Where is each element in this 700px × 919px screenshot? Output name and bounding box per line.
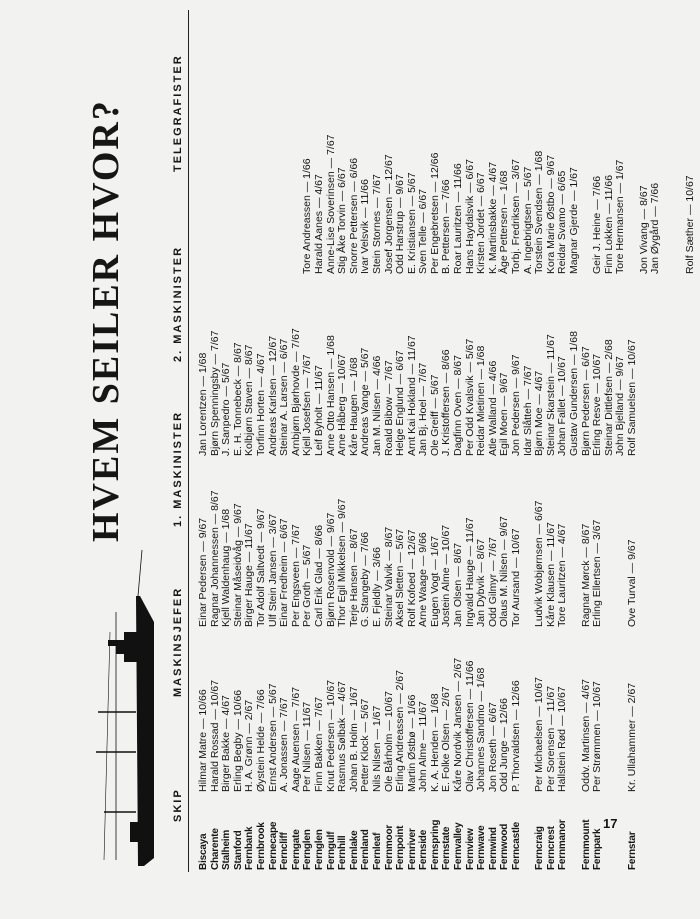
crew-entry: Stig Åke Torvin — 6/67 <box>336 167 349 274</box>
rotated-page <box>76 10 696 872</box>
ship-name: Fernbrook <box>255 822 267 870</box>
crew-entry: Jostein Alme — 10/67 <box>440 524 453 627</box>
ship-name: Ferngulf <box>325 831 337 870</box>
ship-name: Fernpoint <box>395 825 407 870</box>
crew-entry: Josef Jorgensen — 12/67 <box>382 154 395 274</box>
crew-entry: Arne Håberg — 10/67 <box>336 353 349 456</box>
crew-entry: Torstein Svendsen — 1/68 <box>533 150 546 274</box>
crew-entry: Gustav Gundersen — 1/68 <box>568 331 580 456</box>
spacer <box>210 135 222 275</box>
crew-entry: Olaus M. Nilsen — 9/67 <box>498 516 511 627</box>
crew-entry: Tore Hermansen — 1/67 <box>614 159 627 274</box>
header-telegrafister: TELEGRAFISTER <box>172 54 184 172</box>
crew-entry: Ingvald Hauge — 11/67 <box>463 517 476 627</box>
crew-entry: Erling Resve — 10/67 <box>591 353 604 456</box>
spacer <box>604 658 616 792</box>
column-skip <box>198 820 639 870</box>
crew-entry: Odd Gilmyr — 7/67 <box>486 537 499 627</box>
crew-entry: Arne Waage — 9/66 <box>417 532 430 627</box>
crew-entry: Hilmar Matre — 10/66 <box>197 689 209 792</box>
crew-entry: Per Michaelsen — 10/67 <box>533 677 546 792</box>
crew-entry: Egil Moen — 9/67 <box>498 372 511 456</box>
crew-entry: B. Pettersen — 7/66 <box>440 179 453 274</box>
crew-entry: Erling Begby — 10/66 <box>231 689 244 792</box>
crew-entry: Jan Bj. Hoel — 7/67 <box>417 362 430 456</box>
crew-entry: Jon Pedersen — 9/67 <box>510 354 523 456</box>
crew-entry: J. Sanpedro — 5/67 <box>220 362 233 456</box>
column-maskinsjefer <box>198 658 639 792</box>
crew-entry: Ole Greiff — 5/67 <box>428 374 441 456</box>
crew-entry: Rasmus Sølbak — 4/67 <box>336 681 349 792</box>
crew-entry: Jan M. Nilsen — 4/66 <box>370 355 383 456</box>
spacer <box>198 135 210 275</box>
crew-entry: Bjørn Rosenvold — 9/67 <box>324 512 337 627</box>
crew-entry: Steinar A. Larsen — 6/67 <box>278 338 291 456</box>
header-maskinsjefer: MASKINSJEFER <box>172 586 184 697</box>
crew-entry: Bjørn Pedersen — 6/67 <box>579 346 592 456</box>
crew-entry: Kora Marie Østbo — 9/67 <box>544 154 557 274</box>
crew-entry: Steinar Dittlefsen — 2/68 <box>602 339 615 456</box>
crew-entry: Torfinn Horten — 4/67 <box>254 353 267 456</box>
crew-entry: G. Stangeby — 7/66 <box>359 531 372 627</box>
crew-entry: Nils Nilsen — 1/67 <box>370 705 383 792</box>
crew-entry: Erling Andreassen — 2/67 <box>394 670 407 792</box>
crew-entry: Odd Junge — 12/66 <box>498 698 511 792</box>
ship-name: Fernwind <box>487 827 499 870</box>
crew-entry: Tor Adolf Saltvedt — 9/67 <box>254 508 267 627</box>
crew-entry: K. Martinsbakke — 4/67 <box>486 161 499 274</box>
crew-entry: Reidar Mietinen — 1/68 <box>475 345 488 456</box>
crew-entry: Tore Lauritzen — 4/67 <box>556 523 569 627</box>
crew-entry: Johan B. Holm — 1/67 <box>347 686 360 792</box>
spacer <box>604 490 616 627</box>
crew-entry: Andreas Vange — 5/67 <box>359 347 372 456</box>
spacer <box>244 135 256 275</box>
ship-name: Fernwave <box>476 825 488 870</box>
ship-name: Ferncastle <box>511 821 523 870</box>
crew-entry: Snorre Pettersen — 6/66 <box>347 157 360 274</box>
ship-name: Fernriver <box>406 828 418 870</box>
crew-entry: Harald Rossad — 10/67 <box>208 679 221 792</box>
crew-entry: Thor Egil Mikkelsen — 9/67 <box>336 498 349 627</box>
crew-entry: Per Strømmen — 10/67 <box>591 681 604 792</box>
ship-name: Fernhill <box>337 835 349 870</box>
ship-name: Fernland <box>360 829 372 870</box>
spacer <box>279 135 291 275</box>
crew-entry: Åge Pettersen — 1/68 <box>498 170 511 274</box>
crew-entry: E. Folke Olsen — 2/67 <box>440 686 453 792</box>
crew-entry: Aage Auensen — 7/67 <box>289 686 302 792</box>
crew-entry: Steinar Skarstein — 11/67 <box>544 334 557 456</box>
column-maskinister-1 <box>198 490 639 627</box>
crew-entry: Kåre Haugen — 1/68 <box>347 357 360 456</box>
header-maskinister-1: 1. MASKINISTER <box>172 410 184 527</box>
spacer <box>221 135 233 275</box>
crew-entry: Aksel Sletten — 5/67 <box>394 528 407 627</box>
crew-entry: Hallstein Rød — 10/67 <box>556 686 569 792</box>
crew-entry: Erling Ellertsen — 3/67 <box>591 519 604 627</box>
crew-entry: Odd Harstrup — 9/67 <box>394 174 407 274</box>
crew-entry: Atle Walland — 4/66 <box>486 360 499 456</box>
crew-entry: Bjørn Moe — 4/67 <box>533 370 546 456</box>
crew-entry: P. Thorvaldsen — 12/66 <box>510 680 523 792</box>
spacer <box>256 135 268 275</box>
ship-name: Biscaya <box>198 833 209 870</box>
crew-entry: John Alme — 11/67 <box>417 701 430 792</box>
ship-name: Fernbank <box>244 826 256 870</box>
crew-entry: E. Fjeldly — 3/66 <box>370 547 383 627</box>
spacer <box>627 135 639 275</box>
crew-entry: Torbj. Fredriksen — 3/67 <box>510 159 523 274</box>
spacer <box>233 135 245 275</box>
crew-entry: Kjell Waldenhaug — 1/68 <box>220 508 233 627</box>
page-number: 17 <box>603 816 618 831</box>
crew-entry: Leif Byholt — 11/67 <box>312 365 325 456</box>
ship-name: Fernwood <box>499 823 511 870</box>
crew-entry: Petter Klock — 5/67 <box>359 698 372 792</box>
crew-entry: Idar Slåtteh — 7/67 <box>521 365 534 456</box>
crew-entry: Reidar Svamo — 6/65 <box>556 170 569 274</box>
crew-entry: Terje Hansen — 8/67 <box>347 528 360 627</box>
crew-entry: H. A. Grønn — 2/67 <box>243 699 256 792</box>
crew-entry: Kr. Ullahammer — 2/67 <box>625 682 638 792</box>
crew-entry: Per Groth — 5/67 <box>301 544 314 627</box>
crew-entry: Roald Bibow — 7/67 <box>382 360 395 456</box>
spacer <box>268 135 280 275</box>
crew-entry: Birger Bakke — 4/67 <box>220 695 233 792</box>
crew-entry: A. Jonassen — 7/67 <box>278 697 291 792</box>
ship-name: Fernglen <box>302 829 314 870</box>
crew-entry: Johan Fallet — 10/67 <box>556 356 569 456</box>
spacer <box>662 135 674 275</box>
ship-name: Fernside <box>418 829 430 870</box>
ship-name: Fernmount <box>580 819 592 870</box>
crew-entry: Ludvik Wobjørnsen — 6/67 <box>533 500 546 627</box>
crew-entry: Per Engebretsen — 12/66 <box>428 152 441 274</box>
crew-entry: A. Ingebrigtsen — 5/67 <box>521 166 534 274</box>
crew-entry: Jon Vivang — 8/67 <box>637 185 650 274</box>
ship-name: Fernleaf <box>371 832 383 870</box>
page-title: HVEM SEILER HVOR? <box>85 99 127 542</box>
crew-entry: Einar Pedersen — 9/67 <box>197 517 209 627</box>
crew-entry: Ulf Stein Jansen — 3/67 <box>266 513 279 627</box>
ship-illustration <box>86 542 164 872</box>
ship-name: Fernspring <box>429 819 441 870</box>
ship-name: Fernecape <box>267 821 279 870</box>
ship-name: Fernvalley <box>453 822 465 870</box>
column-telegrafister <box>198 135 697 275</box>
crew-entry: Øystein Helde — 7/66 <box>254 689 267 792</box>
crew-entry: Magnar Gjerde — 1/67 <box>568 167 580 274</box>
crew-entry: Carl Erik Glad — 8/66 <box>312 524 325 627</box>
crew-entry: Jan Olsen — 8/67 <box>452 542 465 627</box>
crew-entry: Per Sorensen — 11/67 <box>544 685 557 792</box>
crew-entry: Harald Aanes — 4/67 <box>312 174 325 274</box>
header-skip: SKIP <box>172 788 184 822</box>
crew-entry: Ragnar Johannessen — 8/67 <box>208 490 221 627</box>
crew-entry: Arne Otto Hansen — 1/68 <box>324 335 337 456</box>
spacer <box>569 820 581 870</box>
spacer <box>523 820 535 870</box>
crew-entry: Stein Stornes — 7/67 <box>370 174 383 274</box>
crew-entry: Per Nilsen — 11/67 <box>301 701 314 792</box>
crew-entry: Geir J. Heine — 7/66 <box>591 175 604 274</box>
crew-entry: Rolf Kofoed — 12/67 <box>405 529 418 627</box>
crew-entry: Finn Lokken — 11/66 <box>602 174 615 274</box>
crew-entry: Andreas Karlsen — 12/67 <box>266 335 279 456</box>
crew-entry: Ivar Velsvik — 11/66 <box>359 179 372 274</box>
crew-entry: Ole Bårholm — 10/67 <box>382 691 395 792</box>
ship-name: Ferngate <box>290 829 302 870</box>
crew-entry: Ernst Andersen — 5/67 <box>266 683 279 792</box>
crew-entry: Jan Lorentzen — 1/68 <box>197 352 209 456</box>
crew-entry: Anne-Lise Soverinsen — 7/67 <box>324 134 337 274</box>
crew-entry: Per Engsveen — 7/67 <box>289 524 302 627</box>
crew-entry: Eugen Vogt — 1/67 <box>428 535 441 627</box>
ship-name: Fernstate <box>441 826 453 870</box>
crew-entry: Dagfinn Oven — 8/67 <box>452 355 465 456</box>
ship-name: Fernmoor <box>383 824 395 870</box>
crew-entry: Knut Pedersen — 10/67 <box>324 679 337 792</box>
crew-entry: E. H. Tonnebeck — 8/67 <box>231 342 244 456</box>
crew-entry: Bjørn Spenningsby — 7/67 <box>208 330 221 456</box>
crew-entry: K. A. Henden — 1/68 <box>428 693 441 792</box>
crew-entry: Kåre Nordvik Jansen — 2/67 <box>452 657 465 792</box>
ship-name: Fernstar <box>626 831 638 870</box>
ship-name: Ferncrest <box>545 826 557 870</box>
crew-entry: Arnt Kai Hokland — 11/67 <box>405 335 418 456</box>
crew-entry: Roar Lauritzen — 11/66 <box>452 163 465 274</box>
crew-entry: Jan Øygård — 7/66 <box>649 182 662 274</box>
header-rule <box>188 10 189 872</box>
ship-name: Fernlake <box>348 830 360 870</box>
spacer <box>569 490 581 627</box>
crew-entry: Jon Roseth — 6/67 <box>486 702 499 792</box>
crew-entry: Arnbjørn Bjørhovde — 7/67 <box>289 328 302 456</box>
crew-entry: Ragnar Mørck — 8/67 <box>579 523 592 627</box>
crew-entry: Oddv. Martinsen — 4/67 <box>579 678 592 792</box>
ship-name: Stanford <box>232 830 244 870</box>
crew-entry: Hans Haydalsvik — 6/67 <box>463 159 476 274</box>
column-maskinister-2 <box>198 328 639 456</box>
ship-name: Fernglen <box>313 829 325 870</box>
crew-entry: J. Kristoffersen — 8/66 <box>440 349 453 456</box>
crew-entry: Finn Bakken — 7/67 <box>312 696 325 792</box>
crew-entry: Kirsten Jordet — 6/67 <box>475 172 488 274</box>
ship-name: Charente <box>209 828 221 870</box>
ship-name: Stalheim <box>221 829 233 870</box>
crew-entry: Steinar Valvik — 8/67 <box>382 526 395 627</box>
crew-entry: Jan Dybvik — 8/67 <box>475 538 488 627</box>
crew-entry: Martin Østbø — 1/66 <box>405 694 418 792</box>
crew-entry: Kolbjørn Staven — 8/67 <box>243 344 256 456</box>
crew-entry: Steinar Måseidvåg — 9/67 <box>231 503 244 627</box>
crew-entry: Olav Christoffersen — 11/66 <box>463 660 476 792</box>
crew-entry: Kjell Josefsen — 7/67 <box>301 354 314 456</box>
crew-entry: Kåre Klausen — 11/67 <box>544 522 557 627</box>
ship-name: Fernpark <box>592 828 604 870</box>
ship-name: Ferncraig <box>534 826 546 870</box>
crew-entry: Rolf Samuelsen — 10/67 <box>625 339 638 456</box>
crew-entry: Birger Hauge — 11/67 <box>243 523 256 627</box>
crew-entry: Rolf Sæther — 10/67 <box>683 175 696 274</box>
crew-entry: E. Kristiansen — 5/67 <box>405 172 418 274</box>
crew-entry: Tore Andreassen — 1/66 <box>301 158 314 274</box>
header-maskinister-2: 2. MASKINISTER <box>172 245 184 362</box>
crew-entry: Johannes Sandmo — 1/68 <box>475 667 488 792</box>
ship-name: Ferncliff <box>279 832 291 870</box>
crew-entry: Ove Turval — 9/67 <box>625 539 638 627</box>
crew-entry: Per Odd Kvalsvik — 5/67 <box>463 338 476 456</box>
crew-entry: John Bjelland — 9/67 <box>614 356 627 456</box>
ship-name: Fernview <box>464 828 476 870</box>
spacer <box>569 658 581 792</box>
crew-entry: Helge Englund — 6/67 <box>394 350 407 456</box>
ship-name: Fernmanor <box>557 819 569 870</box>
crew-entry: Einar Fredheim — 6/67 <box>278 518 291 627</box>
crew-entry: Tor Aursand — 10/67 <box>510 528 523 627</box>
crew-entry: Sven Telle — 6/67 <box>417 188 430 274</box>
